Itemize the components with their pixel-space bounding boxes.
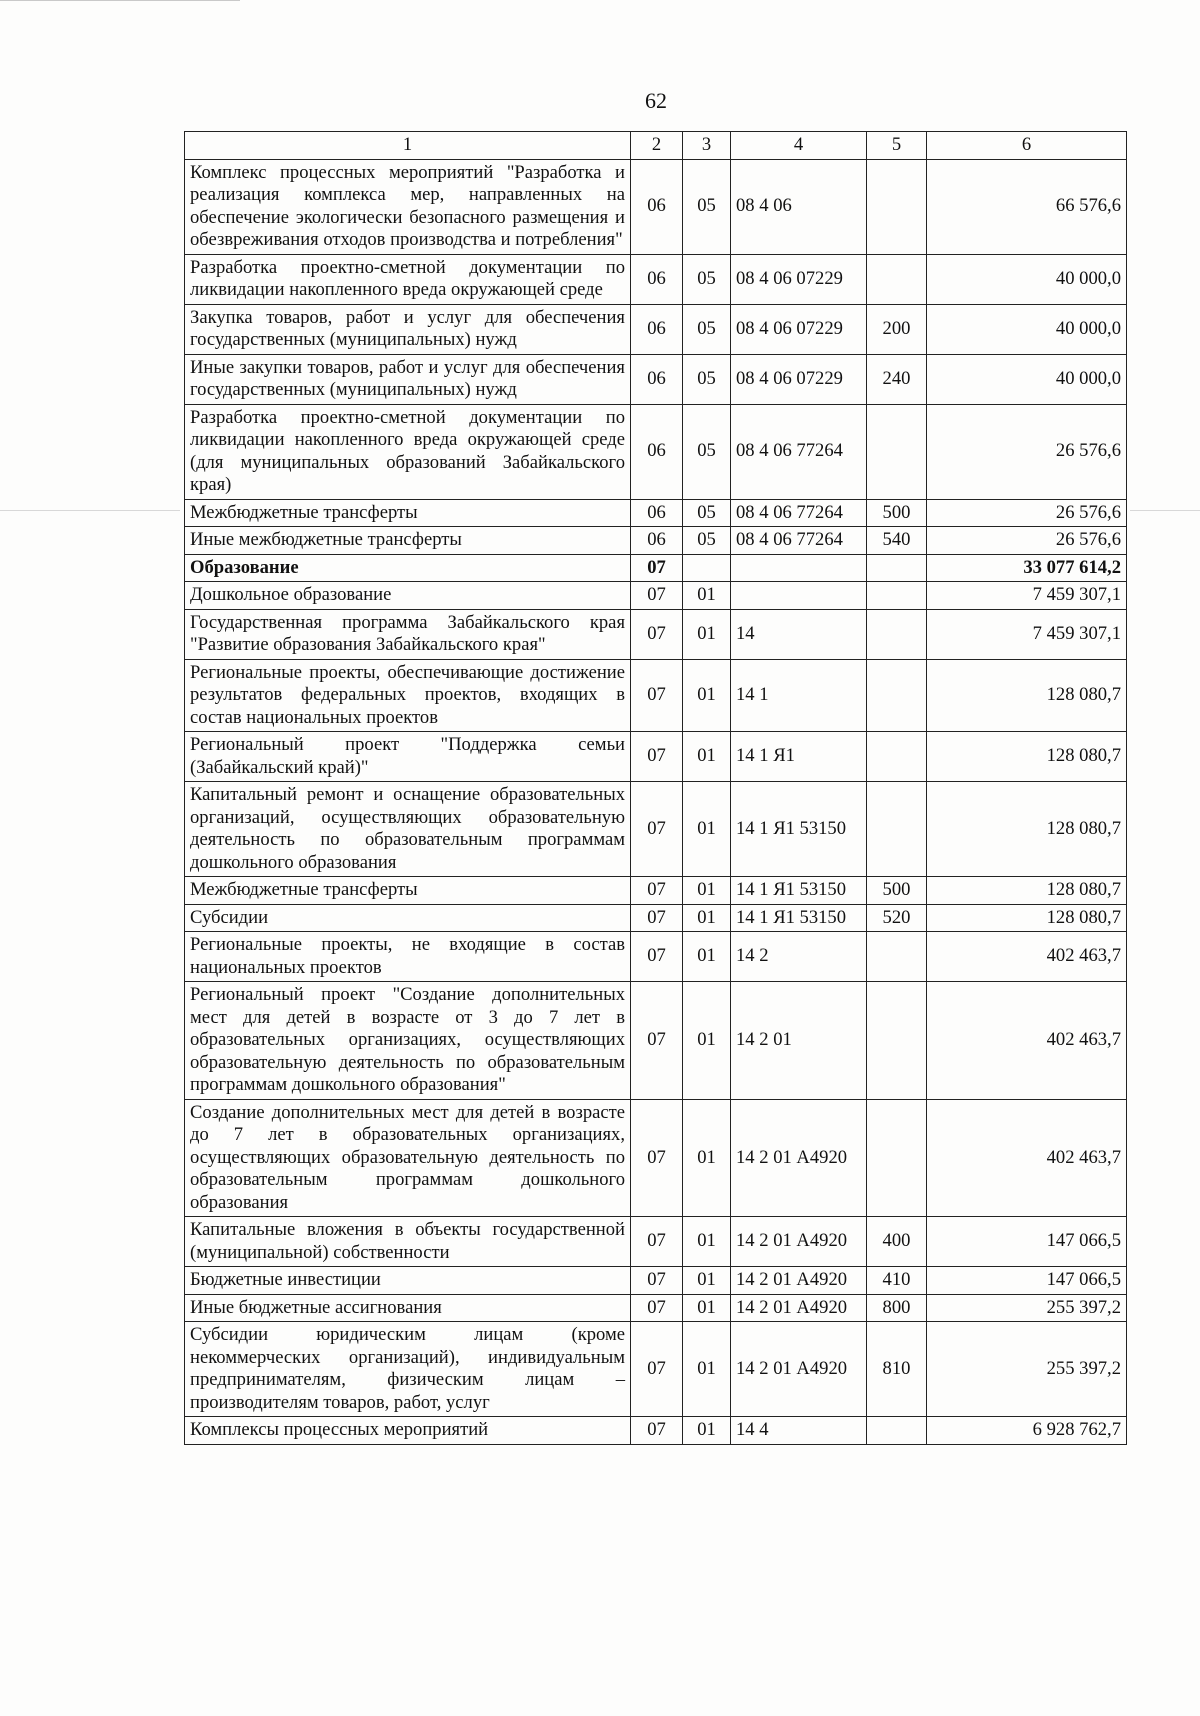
expense-type-cell (867, 732, 927, 782)
target-article-cell: 14 2 (731, 932, 867, 982)
row-name-cell: Региональный проект "Поддержка семьи (Забайкальский край)" (185, 732, 631, 782)
section-code-cell: 07 (631, 782, 683, 877)
row-name-cell: Разработка проектно-сметной документации по ликвидации накопленного вреда окружающей среде (185, 254, 631, 304)
table-row (185, 354, 1127, 404)
row-name-cell: Иные бюджетные ассигнования (185, 1294, 631, 1322)
row-name-cell: Разработка проектно-сметной документации по ликвидации накопленного вреда окружающей среде (для муниципальных образований Забайкальского края) (185, 404, 631, 499)
target-article-cell: 14 2 01 А4920 (731, 1099, 867, 1217)
amount-cell: 402 463,7 (927, 982, 1127, 1100)
expense-type-cell (867, 782, 927, 877)
subsection-code-cell: 05 (683, 527, 731, 555)
row-name-cell: Межбюджетные трансферты (185, 877, 631, 905)
section-code-cell: 06 (631, 354, 683, 404)
subsection-code-cell: 01 (683, 1417, 731, 1445)
scan-edge-left-1 (0, 510, 180, 511)
subsection-code-cell (683, 554, 731, 582)
section-code-cell: 07 (631, 1322, 683, 1417)
amount-cell: 7 459 307,1 (927, 609, 1127, 659)
subsection-code-cell: 05 (683, 254, 731, 304)
table-row (185, 527, 1127, 555)
row-name-cell: Закупка товаров, работ и услуг для обеспечения государственных (муниципальных) нужд (185, 304, 631, 354)
subsection-code-cell: 01 (683, 609, 731, 659)
row-name-cell: Бюджетные инвестиции (185, 1267, 631, 1295)
section-code-cell: 07 (631, 877, 683, 905)
table-row (185, 904, 1127, 932)
scan-edge-top (0, 0, 240, 1)
subsection-code-cell: 01 (683, 932, 731, 982)
subsection-code-cell: 01 (683, 904, 731, 932)
target-article-cell: 14 1 Я1 (731, 732, 867, 782)
section-code-cell: 07 (631, 982, 683, 1100)
header-col-4: 4 (731, 132, 867, 160)
section-code-cell: 07 (631, 904, 683, 932)
target-article-cell: 14 1 Я1 53150 (731, 782, 867, 877)
amount-cell: 40 000,0 (927, 304, 1127, 354)
section-code-cell: 07 (631, 932, 683, 982)
amount-cell: 7 459 307,1 (927, 582, 1127, 610)
amount-cell: 40 000,0 (927, 254, 1127, 304)
subsection-code-cell: 01 (683, 1099, 731, 1217)
budget-table (184, 131, 1127, 1445)
section-code-cell: 06 (631, 254, 683, 304)
target-article-cell: 08 4 06 07229 (731, 304, 867, 354)
table-row (185, 159, 1127, 254)
target-article-cell: 14 1 (731, 659, 867, 732)
expense-type-cell (867, 254, 927, 304)
table-row (185, 1099, 1127, 1217)
row-name-cell: Иные межбюджетные трансферты (185, 527, 631, 555)
table-row (185, 304, 1127, 354)
section-code-cell: 06 (631, 304, 683, 354)
expense-type-cell: 810 (867, 1322, 927, 1417)
table-row (185, 732, 1127, 782)
amount-cell: 402 463,7 (927, 1099, 1127, 1217)
table-row (185, 499, 1127, 527)
table-row (185, 1217, 1127, 1267)
target-article-cell: 08 4 06 07229 (731, 354, 867, 404)
table-row (185, 782, 1127, 877)
row-name-cell: Субсидии юридическим лицам (кроме некоммерческих организаций), индивидуальным предпринимателям, физическим лицам – производителям товаров, работ, услуг (185, 1322, 631, 1417)
expense-type-cell: 410 (867, 1267, 927, 1295)
target-article-cell: 08 4 06 77264 (731, 527, 867, 555)
amount-cell: 26 576,6 (927, 499, 1127, 527)
subsection-code-cell: 05 (683, 404, 731, 499)
expense-type-cell (867, 554, 927, 582)
amount-cell: 33 077 614,2 (927, 554, 1127, 582)
table-row (185, 1322, 1127, 1417)
section-code-cell: 07 (631, 1217, 683, 1267)
expense-type-cell: 540 (867, 527, 927, 555)
expense-type-cell (867, 659, 927, 732)
target-article-cell: 14 1 Я1 53150 (731, 877, 867, 905)
target-article-cell: 14 4 (731, 1417, 867, 1445)
amount-cell: 128 080,7 (927, 904, 1127, 932)
row-name-cell: Капитальный ремонт и оснащение образовательных организаций, осуществляющих образовательную деятельность по образовательным программам дошкольного образования (185, 782, 631, 877)
header-col-6: 6 (927, 132, 1127, 160)
subsection-code-cell: 01 (683, 1217, 731, 1267)
amount-cell: 6 928 762,7 (927, 1417, 1127, 1445)
subsection-code-cell: 01 (683, 582, 731, 610)
amount-cell: 128 080,7 (927, 877, 1127, 905)
expense-type-cell (867, 1417, 927, 1445)
expense-type-cell: 240 (867, 354, 927, 404)
section-code-cell: 07 (631, 1267, 683, 1295)
target-article-cell: 08 4 06 07229 (731, 254, 867, 304)
target-article-cell: 14 2 01 А4920 (731, 1217, 867, 1267)
subsection-code-cell: 01 (683, 1294, 731, 1322)
subsection-code-cell: 01 (683, 1267, 731, 1295)
row-name-cell: Иные закупки товаров, работ и услуг для обеспечения государственных (муниципальных) нужд (185, 354, 631, 404)
target-article-cell: 14 (731, 609, 867, 659)
table-row (185, 1417, 1127, 1445)
subsection-code-cell: 05 (683, 304, 731, 354)
row-name-cell: Региональные проекты, не входящие в состав национальных проектов (185, 932, 631, 982)
subsection-code-cell: 01 (683, 1322, 731, 1417)
subsection-code-cell: 05 (683, 159, 731, 254)
amount-cell: 26 576,6 (927, 404, 1127, 499)
table-header-row (185, 132, 1127, 160)
amount-cell: 66 576,6 (927, 159, 1127, 254)
expense-type-cell: 200 (867, 304, 927, 354)
table-row (185, 609, 1127, 659)
amount-cell: 147 066,5 (927, 1267, 1127, 1295)
row-name-cell: Создание дополнительных мест для детей в возрасте до 7 лет в образовательных организациях, осуществляющих образовательную деятельность по образовательным программам дошкольного образования (185, 1099, 631, 1217)
table-row (185, 254, 1127, 304)
section-code-cell: 06 (631, 159, 683, 254)
section-code-cell: 07 (631, 1294, 683, 1322)
row-name-cell: Государственная программа Забайкальского края "Развитие образования Забайкальского края" (185, 609, 631, 659)
amount-cell: 128 080,7 (927, 659, 1127, 732)
table-row (185, 982, 1127, 1100)
section-code-cell: 07 (631, 1417, 683, 1445)
header-col-1: 1 (185, 132, 631, 160)
target-article-cell: 14 2 01 А4920 (731, 1294, 867, 1322)
subsection-code-cell: 01 (683, 782, 731, 877)
row-name-cell: Капитальные вложения в объекты государственной (муниципальной) собственности (185, 1217, 631, 1267)
amount-cell: 255 397,2 (927, 1322, 1127, 1417)
amount-cell: 255 397,2 (927, 1294, 1127, 1322)
expense-type-cell (867, 404, 927, 499)
expense-type-cell: 520 (867, 904, 927, 932)
subsection-code-cell: 05 (683, 499, 731, 527)
target-article-cell: 08 4 06 77264 (731, 499, 867, 527)
expense-type-cell: 800 (867, 1294, 927, 1322)
subsection-code-cell: 01 (683, 877, 731, 905)
expense-type-cell (867, 982, 927, 1100)
section-code-cell: 07 (631, 582, 683, 610)
subsection-code-cell: 01 (683, 732, 731, 782)
amount-cell: 128 080,7 (927, 732, 1127, 782)
row-name-cell: Дошкольное образование (185, 582, 631, 610)
expense-type-cell: 500 (867, 877, 927, 905)
table-row (185, 659, 1127, 732)
table-row (185, 932, 1127, 982)
target-article-cell: 08 4 06 (731, 159, 867, 254)
expense-type-cell: 500 (867, 499, 927, 527)
expense-type-cell (867, 609, 927, 659)
table-row (185, 877, 1127, 905)
row-name-cell: Комплексы процессных мероприятий (185, 1417, 631, 1445)
expense-type-cell (867, 582, 927, 610)
table-row (185, 1294, 1127, 1322)
section-code-cell: 07 (631, 554, 683, 582)
row-name-cell: Межбюджетные трансферты (185, 499, 631, 527)
table-row (185, 554, 1127, 582)
section-code-cell: 07 (631, 609, 683, 659)
target-article-cell: 08 4 06 77264 (731, 404, 867, 499)
target-article-cell: 14 2 01 (731, 982, 867, 1100)
header-col-5: 5 (867, 132, 927, 160)
scan-edge-right-1 (1130, 510, 1200, 511)
expense-type-cell (867, 159, 927, 254)
header-col-3: 3 (683, 132, 731, 160)
expense-type-cell: 400 (867, 1217, 927, 1267)
amount-cell: 147 066,5 (927, 1217, 1127, 1267)
section-code-cell: 07 (631, 1099, 683, 1217)
amount-cell: 40 000,0 (927, 354, 1127, 404)
header-col-2: 2 (631, 132, 683, 160)
table-row (185, 1267, 1127, 1295)
target-article-cell: 14 2 01 А4920 (731, 1322, 867, 1417)
row-name-cell: Региональные проекты, обеспечивающие достижение результатов федеральных проектов, входящих в состав национальных проектов (185, 659, 631, 732)
page-number: 62 (645, 88, 667, 113)
table-row (185, 404, 1127, 499)
target-article-cell (731, 554, 867, 582)
expense-type-cell (867, 932, 927, 982)
table-row (185, 582, 1127, 610)
row-name-cell: Образование (185, 554, 631, 582)
row-name-cell: Комплекс процессных мероприятий "Разработка и реализация комплекса мер, направленных на обеспечение экологически безопасного размещения и обезвреживания отходов производства и потребления" (185, 159, 631, 254)
subsection-code-cell: 01 (683, 982, 731, 1100)
section-code-cell: 07 (631, 659, 683, 732)
subsection-code-cell: 05 (683, 354, 731, 404)
subsection-code-cell: 01 (683, 659, 731, 732)
table-body (185, 159, 1127, 1444)
amount-cell: 128 080,7 (927, 782, 1127, 877)
target-article-cell: 14 2 01 А4920 (731, 1267, 867, 1295)
target-article-cell: 14 1 Я1 53150 (731, 904, 867, 932)
section-code-cell: 06 (631, 527, 683, 555)
section-code-cell: 07 (631, 732, 683, 782)
row-name-cell: Субсидии (185, 904, 631, 932)
amount-cell: 26 576,6 (927, 527, 1127, 555)
row-name-cell: Региональный проект "Создание дополнительных мест для детей в возрасте от 3 до 7 лет в образовательных организациях, осуществляющих образовательную деятельность по образовательным программам дошкольного образования" (185, 982, 631, 1100)
amount-cell: 402 463,7 (927, 932, 1127, 982)
section-code-cell: 06 (631, 499, 683, 527)
section-code-cell: 06 (631, 404, 683, 499)
target-article-cell (731, 582, 867, 610)
expense-type-cell (867, 1099, 927, 1217)
